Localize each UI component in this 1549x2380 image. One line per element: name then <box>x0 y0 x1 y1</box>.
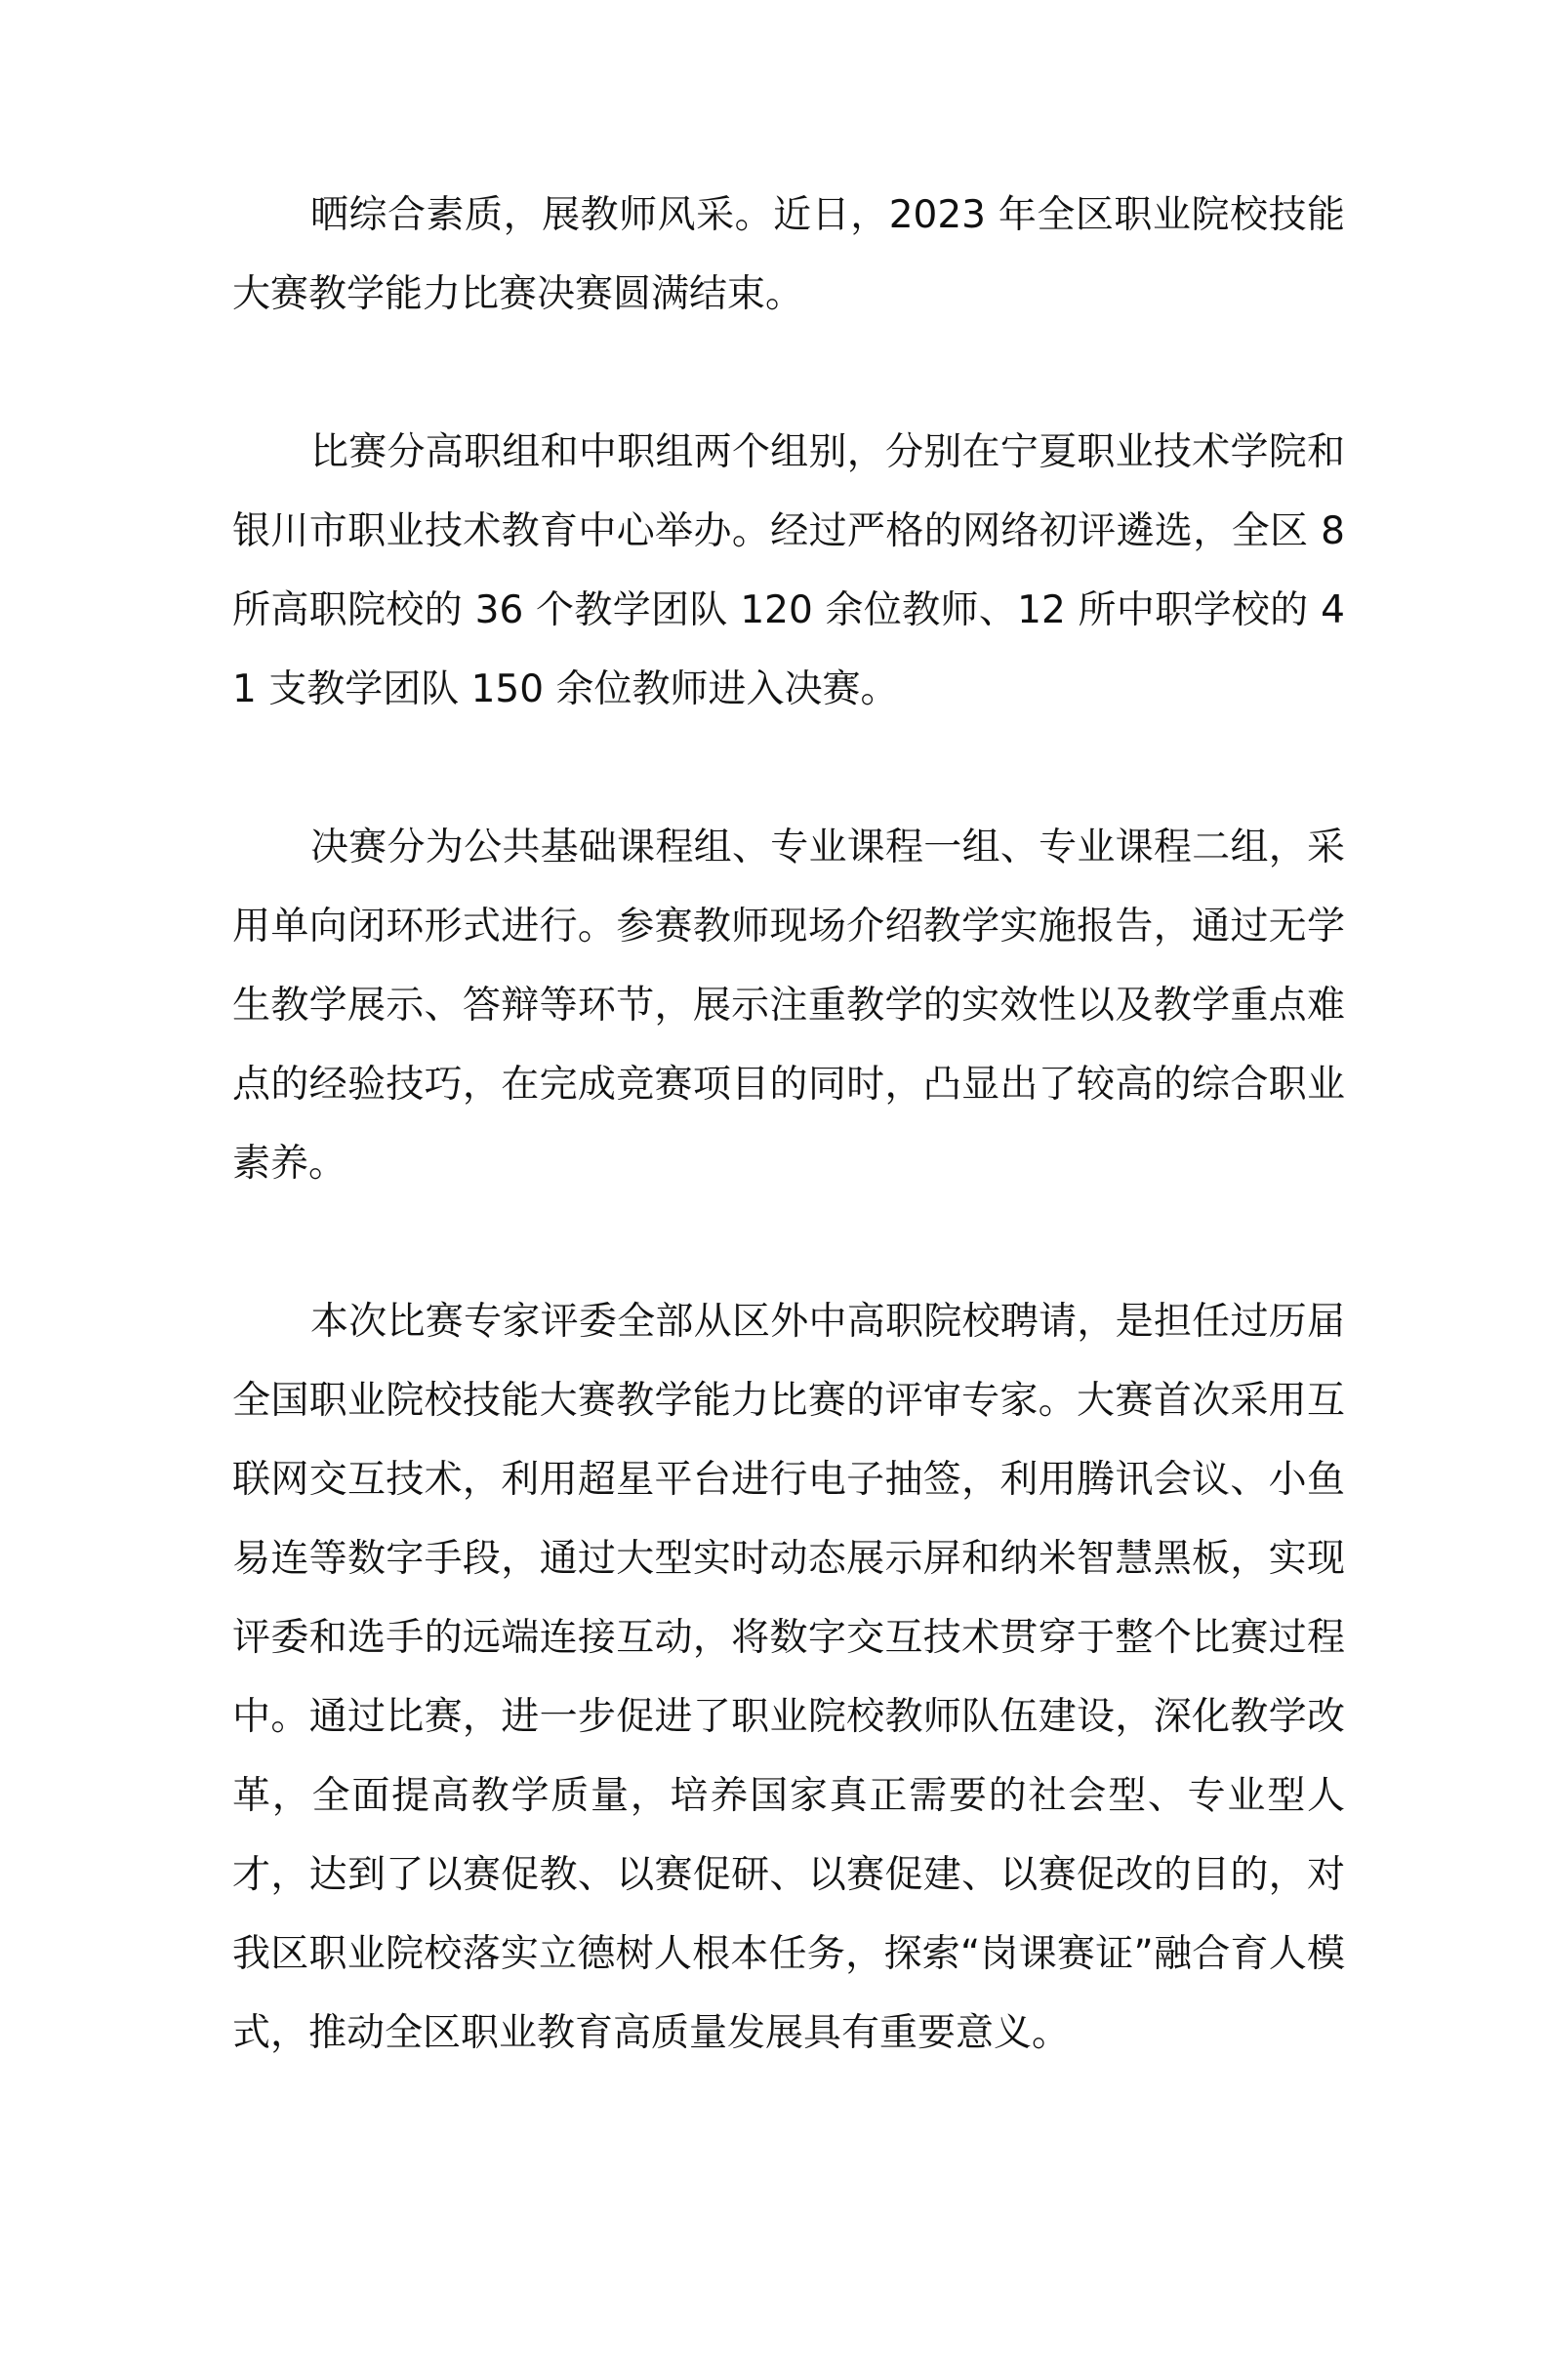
paragraph-final-format: 决赛分为公共基础课程组、专业课程一组、专业课程二组，采用单向闭环形式进行。参赛教师现场介绍教学实施报告，通过无学生教学展示、答辩等环节，展示注重教学的实效性以及教学重点难点的经验技巧，在完成竞赛项目的同时，凸显出了较高的综合职业素养。 <box>232 826 1345 1186</box>
paragraph-intro: 晒综合素质，展教师风采。近日，2023 年全区职业院校技能大赛教学能力比赛决赛圆满结束。 <box>232 193 1345 316</box>
paragraph-judges-and-significance: 本次比赛专家评委全部从区外中高职院校聘请，是担任过历届全国职业院校技能大赛教学能力比赛的评审专家。大赛首次采用互联网交互技术，利用超星平台进行电子抽签，利用腾讯会议、小鱼易连等数字手段，通过大型实时动态展示屏和纳米智慧黑板，实现评委和选手的远端连接互动，将数字交互技术贯穿于整个比赛过程中。通过比赛，进一步促进了职业院校教师队伍建设，深化教学改革，全面提高教学质量，培养国家真正需要的社会型、专业型人才，达到了以赛促教、以赛促研、以赛促建、以赛促改的目的，对我区职业院校落实立德树人根本任务，探索“岗课赛证”融合育人模式，推动全区职业教育高质量发展具有重要意义。 <box>232 1300 1345 2055</box>
article-body <box>232 176 1345 2152</box>
paragraph-competition-groups: 比赛分高职组和中职组两个组别，分别在宁夏职业技术学院和银川市职业技术教育中心举办。经过严格的网络初评遴选，全区 8 所高职院校的 36 个教学团队 120 余位教师、12 所中职学校的 41 支教学团队 150 余位教师进入决赛。 <box>232 430 1345 711</box>
